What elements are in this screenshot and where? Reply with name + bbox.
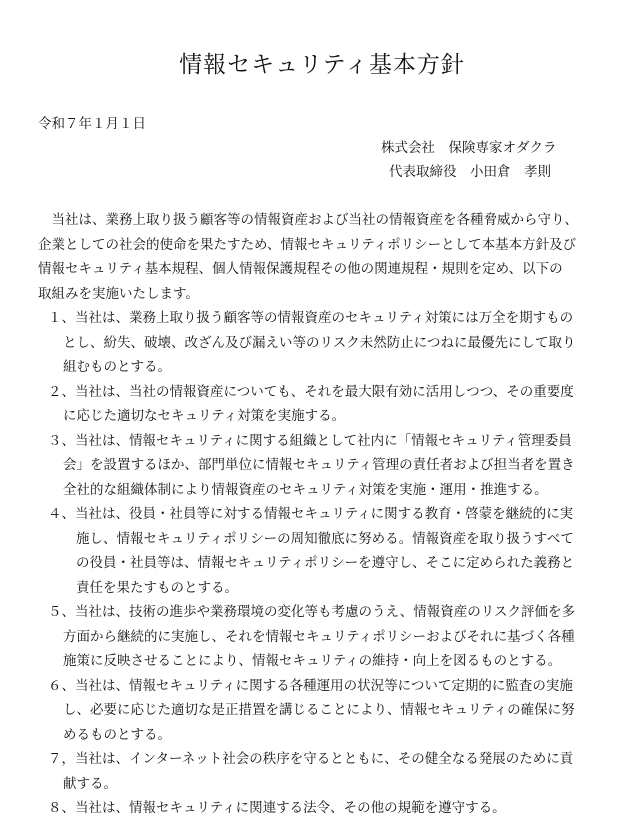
policy-item-7	[48, 747, 608, 796]
company-name: 株式会社 保険専家オダクラ	[381, 140, 557, 156]
policy-line: 施し、情報セキュリティポリシーの周知徹底に努める。情報資産を取り扱うすべて	[76, 530, 574, 547]
policy-line: ７，当社は、インターネット社会の秩序を守るとともに、その健全なる発展のために貢	[48, 751, 574, 767]
policy-line: ８、当社は、情報セキュリティに関連する法令、その他の規範を遵守する。	[48, 800, 506, 816]
intro-line: 取組みを実施いたします。	[38, 285, 199, 302]
policy-item-8	[48, 796, 608, 821]
policy-item-1	[48, 306, 608, 380]
policy-item-5	[48, 600, 608, 674]
intro-line: 当社は、業務上取り扱う顧客等の情報資産および当社の情報資産を各種脅威から守り、	[38, 212, 578, 228]
policy-item-3	[48, 429, 608, 503]
representative-name: 代表取締役 小田倉 孝則	[389, 164, 551, 180]
policy-line: 組むものとする。	[63, 359, 171, 375]
policy-line: 全社的な組織体制により情報資産のセキュリティ対策を実施・運用・推進する。	[63, 481, 548, 498]
policy-line: ６、当社は、情報セキュリティに関する各種運用の状況等について定期的に監査の実施	[48, 677, 573, 694]
policy-line: 会」を設置するほか、部門単位に情報セキュリティ管理の責任者および担当者を置き	[63, 457, 575, 473]
policy-line: の役員・社員等は、情報セキュリティポリシーを遵守し、そこに定められた義務と	[76, 555, 575, 571]
policy-line: めるものとする。	[63, 726, 171, 743]
policy-line: 施策に反映させることにより、情報セキュリティの維持・向上を図るものとする。	[63, 653, 562, 669]
policy-item-6	[48, 674, 608, 748]
policy-line: ２、当社は、当社の情報資産についても、それを最大限有効に活用しつつ、その重要度	[48, 383, 574, 400]
policy-line: １、当社は、業務上取り扱う顧客等の情報資産のセキュリティ対策には万全を期すもの	[48, 310, 574, 326]
document-date: 令和７年１月１日	[38, 116, 146, 132]
intro-paragraph	[38, 208, 608, 306]
document-title: 情報セキュリティ基本方針	[179, 52, 465, 78]
policy-line: 方面から継続的に実施し、それを情報セキュリティポリシーおよびそれに基づく各種	[63, 628, 575, 645]
policy-line: ３、当社は、情報セキュリティに関する組織として社内に「情報セキュリティ管理委員	[48, 432, 572, 449]
policy-line: ４、当社は、役員・社員等に対する情報セキュリティに関する教育・啓蒙を継続的に実	[48, 506, 574, 522]
policy-line: に応じた適切なセキュリティ対策を実施する。	[63, 408, 346, 424]
intro-line: 企業としての社会的使命を果たすため、情報セキュリティポリシーとして本基本方針及び	[38, 236, 577, 253]
policy-line: し、必要に応じた適切な是正措置を講じることにより、情報セキュリティの確保に努	[63, 702, 575, 718]
policy-item-2	[48, 380, 608, 429]
policy-line: ５、当社は、技術の進歩や業務環境の変化等も考慮のうえ、情報資産のリスク評価を多	[48, 604, 576, 620]
intro-line: 情報セキュリティ基本規程、個人情報保護規程その他の関連規程・規則を定め、以下の	[38, 261, 563, 277]
policy-item-4	[48, 502, 608, 600]
policy-line: 献する。	[63, 775, 117, 792]
policy-line: とし、紛失、破壊、改ざん及び漏えい等のリスク未然防止につねに最優先にして取り	[63, 334, 576, 351]
policy-line: 責任を果たすものとする。	[76, 579, 238, 596]
policy-list	[48, 306, 608, 821]
